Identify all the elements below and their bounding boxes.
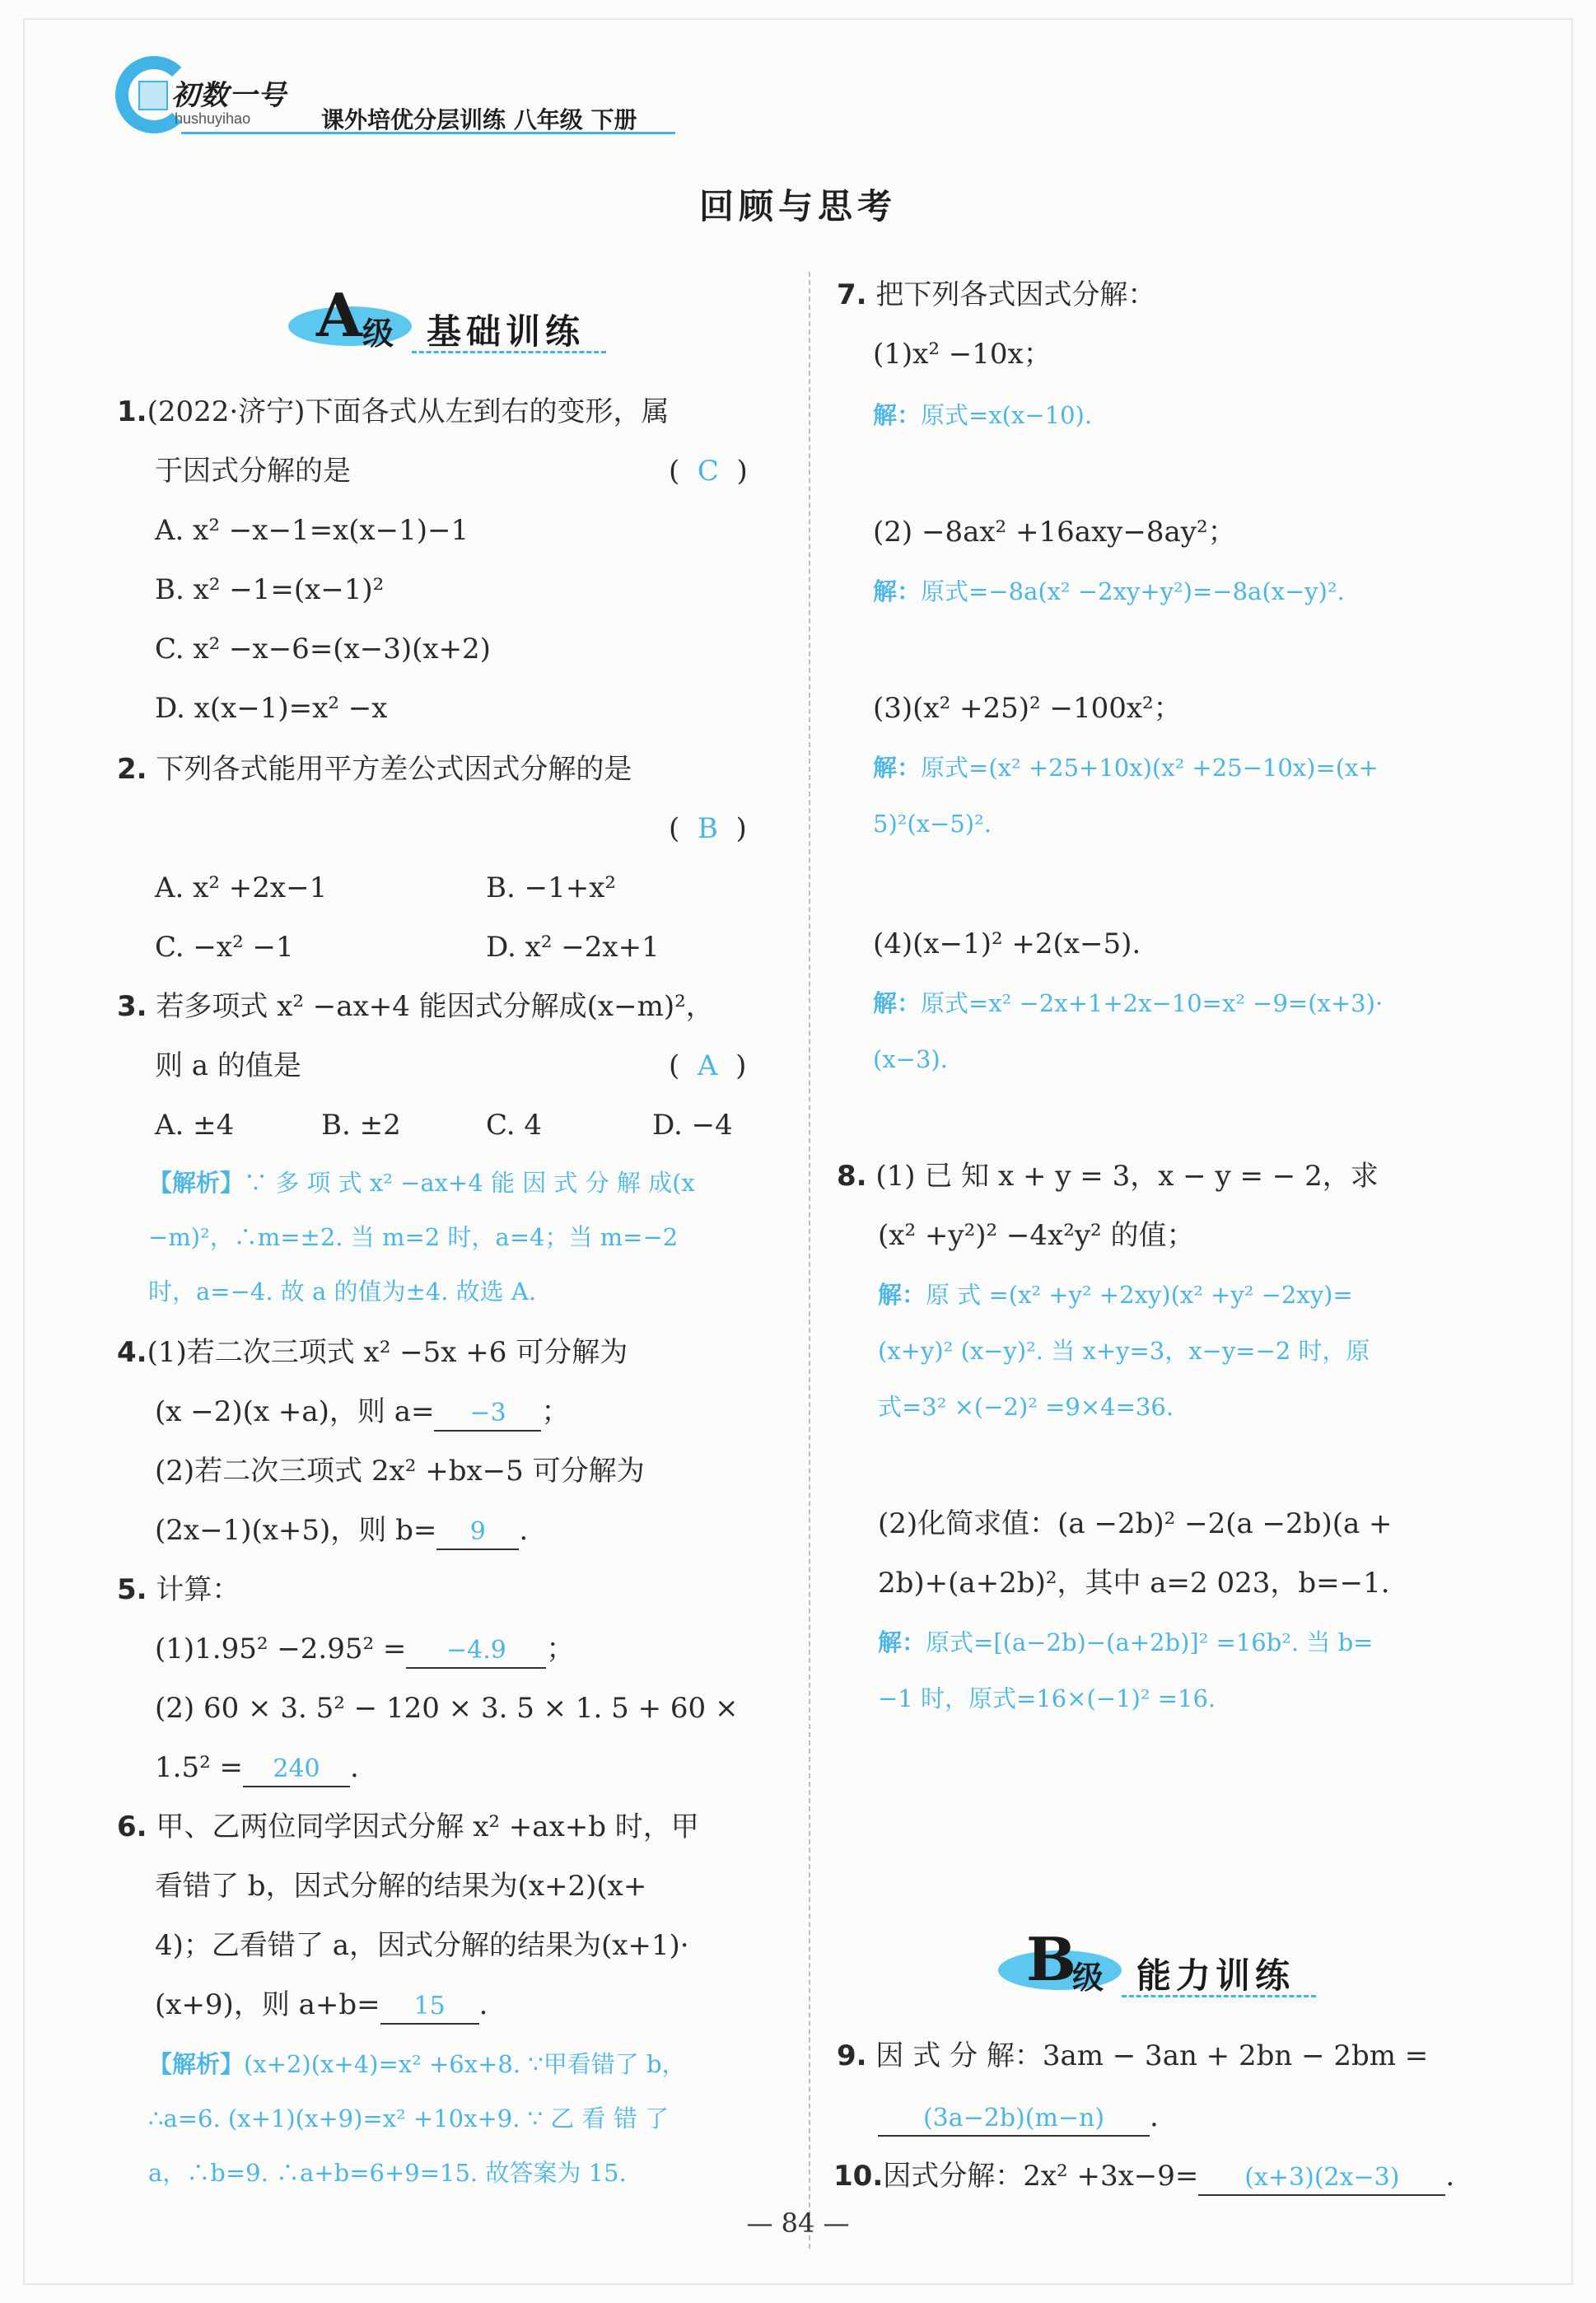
q2-option-a: A. x² +2x−1 — [155, 871, 328, 904]
q7-sol2-tag: 解： — [873, 577, 922, 605]
q7-part3: (3)(x² +25)² −100x²； — [873, 692, 1182, 725]
q5-part2: 1.5² = — [155, 1751, 243, 1784]
q5-answer1: −4.9 — [406, 1634, 546, 1669]
q8-line4: 2b)+(a+2b)²，其中 a=2 023，b=−1. — [878, 1567, 1390, 1600]
q8-number: 8. — [837, 1160, 867, 1193]
q4-line1 — [117, 1334, 628, 1371]
q7-solution-3a — [873, 750, 1379, 786]
series-title: 课外培优分层训练 八年级 下册 — [321, 106, 637, 133]
q2-answer: B — [697, 812, 718, 845]
q2-option-b: B. −1+x² — [486, 871, 617, 904]
level-a-underline — [412, 351, 606, 353]
q7-sol3-tag: 解： — [873, 754, 922, 782]
q8-sol-tag: 解： — [878, 1281, 926, 1309]
q1-answer-paren: ( C ) — [669, 455, 748, 488]
logo-pinyin: hushuyihao — [175, 110, 251, 127]
q6-stem4: (x+9)，则 a+b= — [155, 1988, 380, 2021]
q6-line1 — [117, 1809, 699, 1845]
q4-stem: (1)若二次三项式 x² −5x +6 可分解为 — [147, 1336, 628, 1369]
q2-answer-paren: ( B ) — [669, 812, 747, 845]
q6-solution-1 — [148, 2046, 686, 2082]
q5-part1: (1)1.95² −2.95² = — [155, 1633, 407, 1665]
q1-line1 — [117, 394, 669, 430]
q1-answer: C — [697, 455, 719, 488]
q3-option-b: B. ±2 — [321, 1109, 401, 1142]
q7-solution-4a — [873, 985, 1383, 1021]
level-b-ji: 级 — [1072, 1959, 1104, 1996]
q7-sol3-text1: 原式=(x² +25+10x)(x² +25−10x)=(x+ — [921, 754, 1379, 782]
logo-cube-icon — [138, 81, 168, 110]
q8-solution-1 — [878, 1277, 1353, 1313]
level-a-name: 基础训练 — [427, 311, 586, 352]
q10-answer: (x+3)(2x−3) — [1198, 2161, 1445, 2196]
q5-stem: 计算： — [156, 1573, 240, 1606]
q7-solution-1 — [873, 397, 1092, 433]
q6-line2: 看错了 b，因式分解的结果为(x+2)(x+ — [155, 1870, 647, 1903]
q1-line2: 于因式分解的是 — [155, 455, 351, 488]
q7-stem: 把下列各式因式分解： — [875, 278, 1156, 311]
q8-solution-4 — [878, 1624, 1373, 1661]
q3-option-d: D. −4 — [652, 1109, 733, 1142]
q8-solution-2: (x+y)² (x−y)². 当 x+y=3，x−y=−2 时，原 — [878, 1337, 1370, 1365]
q3-solution-text1: ∵ 多 项 式 x² −ax+4 能 因 式 分 解 成(x — [244, 1169, 695, 1197]
q8-sol-text1: 原 式 =(x² +y² +2xy)(x² +y² −2xy)= — [926, 1281, 1353, 1309]
q5-line4: 1.5² = 240 . — [155, 1749, 359, 1787]
q6-stem: 甲、乙两位同学因式分解 x² +ax+b 时，甲 — [156, 1810, 699, 1843]
q10-line1: 10.因式分解：2x² +3x−9= (x+3)(2x−3) . — [833, 2158, 1454, 2196]
q7-solution-2 — [873, 573, 1345, 610]
level-b-heading — [998, 1924, 1344, 2006]
q3-stem: 若多项式 x² −ax+4 能因式分解成(x−m)²， — [156, 990, 714, 1023]
level-b-name: 能力训练 — [1136, 1955, 1295, 1996]
q4-answer1: −3 — [434, 1397, 541, 1432]
q5-line2: (1)1.95² −2.95² = −4.9 ； — [155, 1631, 574, 1669]
q7-sol4-text1: 原式=x² −2x+1+2x−10=x² −9=(x+3)· — [921, 989, 1384, 1017]
q4-line2: (x −2)(x +a)，则 a= −3 ； — [155, 1394, 569, 1432]
q7-number: 7. — [837, 278, 867, 311]
page-header — [115, 56, 675, 147]
q2-option-d: D. x² −2x+1 — [486, 931, 660, 964]
q3-solution-2: −m)²，∴m=±2. 当 m=2 时，a=4；当 m=−2 — [148, 1223, 679, 1251]
q7-sol1-tag: 解： — [873, 401, 922, 429]
q1-option-d: D. x(x−1)=x² −x — [155, 692, 388, 725]
q3-solution-tag: 【解析】 — [148, 1169, 245, 1197]
q4-answer2: 9 — [436, 1516, 519, 1550]
q6-line4: (x+9)，则 a+b= 15 . — [155, 1987, 488, 2025]
q8-line3: (2)化简求值：(a −2b)² −2(a −2b)(a + — [878, 1507, 1393, 1540]
q7-solution-4b: (x−3). — [873, 1045, 948, 1073]
q8-solution-3: 式=3² ×(−2)² =9×4=36. — [878, 1393, 1174, 1421]
q4-number: 4. — [117, 1336, 147, 1369]
q5-line1 — [117, 1572, 240, 1608]
q3-line1 — [117, 988, 714, 1025]
level-a-heading — [288, 280, 618, 362]
q7-part4: (4)(x−1)² +2(x−5). — [873, 927, 1141, 960]
q1-stem: (2022·济宁)下面各式从左到右的变形，属 — [147, 395, 670, 428]
level-b-letter: B — [1026, 1924, 1076, 1994]
q3-option-a: A. ±4 — [155, 1109, 235, 1142]
q8-sol2-tag: 解： — [878, 1628, 926, 1656]
q4-stem2: (x −2)(x +a)，则 a= — [155, 1395, 435, 1428]
q3-answer-paren: ( A ) — [669, 1049, 747, 1082]
level-a-ji: 级 — [362, 315, 394, 352]
q1-option-a: A. x² −x−1=x(x−1)−1 — [155, 514, 469, 547]
q2-option-c: C. −x² −1 — [155, 931, 294, 964]
q7-line1 — [837, 277, 1155, 313]
q7-part2: (2) −8ax² +16axy−8ay²； — [873, 516, 1236, 549]
q1-number: 1. — [117, 395, 147, 428]
column-divider — [809, 272, 810, 2249]
q10-number: 10. — [833, 2160, 884, 2193]
level-b-underline — [1122, 1995, 1316, 1997]
q2-number: 2. — [117, 753, 147, 786]
q4-line3: (2)若二次三项式 2x² +bx−5 可分解为 — [155, 1455, 645, 1488]
q6-solution-2: ∴a=6. (x+1)(x+9)=x² +10x+9. ∵ 乙 看 错 了 — [148, 2104, 669, 2132]
q2-stem: 下列各式能用平方差公式因式分解的是 — [156, 753, 632, 786]
q4-line4: (2x−1)(x+5)，则 b= 9 . — [155, 1512, 528, 1550]
q3-number: 3. — [117, 990, 147, 1023]
q9-answer: (3a−2b)(m−n) — [878, 2102, 1150, 2137]
q8-solution-5: −1 时，原式=16×(−1)² =16. — [878, 1684, 1216, 1712]
q6-solution-tag: 【解析】 — [148, 2050, 245, 2078]
q9-line1 — [837, 2038, 1428, 2074]
q8-line2: (x² +y²)² −4x²y² 的值； — [878, 1219, 1195, 1252]
q3-answer: A — [697, 1049, 718, 1082]
q8-stem: (1) 已 知 x + y = 3，x − y = − 2，求 — [875, 1160, 1379, 1193]
q8-sol-text4: 原式=[(a−2b)−(a+2b)]² =16b². 当 b= — [926, 1628, 1374, 1656]
q7-sol1-text: 原式=x(x−10). — [921, 401, 1093, 429]
q10-stem: 因式分解：2x² +3x−9= — [883, 2160, 1199, 2193]
q3-solution-1 — [148, 1165, 695, 1201]
logo-text: 初数一号 — [171, 79, 287, 112]
q9-stem: 因 式 分 解：3am − 3an + 2bn − 2bm = — [875, 2039, 1429, 2072]
page-number: — 84 — — [746, 2207, 850, 2239]
q3-line2: 则 a 的值是 — [155, 1049, 301, 1082]
q6-number: 6. — [117, 1810, 147, 1843]
q5-answer2: 240 — [243, 1753, 350, 1787]
q7-part1: (1)x² −10x； — [873, 338, 1052, 371]
q7-solution-3b: 5)²(x−5)². — [873, 810, 992, 838]
q7-sol4-tag: 解： — [873, 989, 922, 1017]
q6-line3: 4)；乙看错了 a，因式分解的结果为(x+1)· — [155, 1929, 689, 1962]
q6-answer: 15 — [380, 1990, 479, 2025]
q9-number: 9. — [837, 2039, 867, 2072]
page-title: 回顾与思考 — [698, 186, 897, 227]
q9-line2: (3a−2b)(m−n) . — [878, 2099, 1159, 2137]
q6-solution-text1: (x+2)(x+4)=x² +6x+8. ∵甲看错了 b， — [244, 2050, 686, 2078]
q8-line1 — [837, 1158, 1379, 1194]
q3-option-c: C. 4 — [486, 1109, 543, 1142]
q7-sol2-text: 原式=−8a(x² −2xy+y²)=−8a(x−y)². — [921, 577, 1345, 605]
q5-number: 5. — [117, 1573, 147, 1606]
q1-option-c: C. x² −x−6=(x−3)(x+2) — [155, 633, 491, 666]
q5-line3: (2) 60 × 3. 5² − 120 × 3. 5 × 1. 5 + 60 × — [155, 1692, 739, 1725]
q3-solution-3: 时，a=−4. 故 a 的值为±4. 故选 A. — [148, 1278, 537, 1306]
q1-option-b: B. x² −1=(x−1)² — [155, 573, 385, 606]
q2-line1 — [117, 751, 632, 787]
q4-stem4: (2x−1)(x+5)，则 b= — [155, 1514, 437, 1547]
level-a-letter: A — [316, 280, 362, 350]
q6-solution-3: a，∴b=9. ∴a+b=6+9=15. 故答案为 15. — [148, 2159, 627, 2187]
